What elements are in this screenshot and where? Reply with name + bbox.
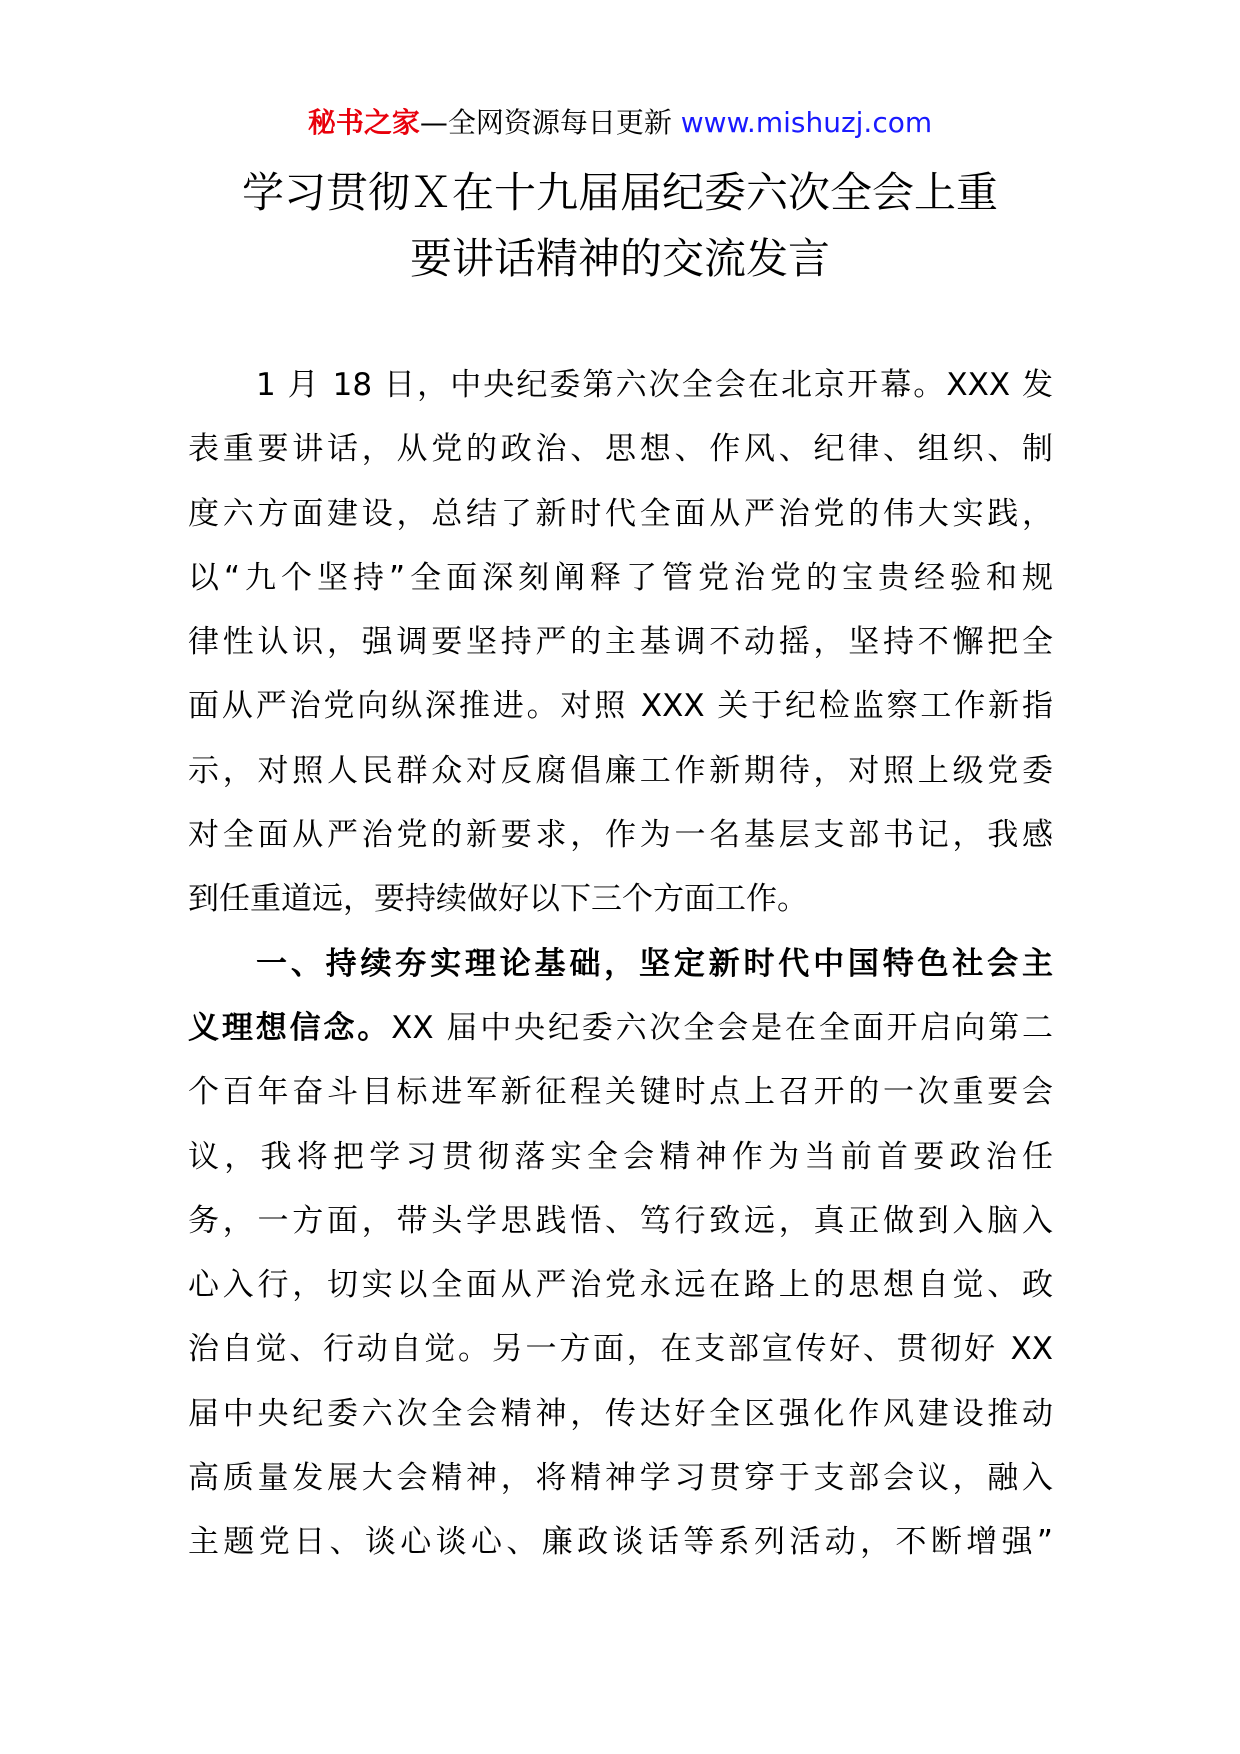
document-title xyxy=(180,160,1060,292)
site-url-link[interactable]: www.mishuzj.com xyxy=(680,106,933,139)
paragraph-line: 届中央纪委六次全会精神，传达好全区强化作风建设推动 xyxy=(188,1395,1053,1432)
title-line-2: 要讲话精神的交流发言 xyxy=(409,234,830,283)
paragraph-line: 个百年奋斗目标进军新征程关键时点上召开的一次重要会 xyxy=(188,1074,1053,1111)
section-heading-cont: 义理想信念。 xyxy=(188,1009,392,1046)
paragraph-line: 度六方面建设，总结了新时代全面从严治党的伟大实践， xyxy=(188,495,1053,532)
site-header xyxy=(0,103,1240,143)
paragraph-line: 治自觉、行动自觉。另一方面，在支部宣传好、贯彻好 XX xyxy=(188,1331,1053,1368)
paragraph-line: 心入行，切实以全面从严治党永远在路上的思想自觉、政 xyxy=(188,1267,1053,1304)
paragraph-line: 1 月 18 日，中央纪委第六次全会在北京开幕。XXX 发 xyxy=(256,367,1053,403)
title-line-1: 学习贯彻Ｘ在十九届届纪委六次全会上重 xyxy=(241,168,998,217)
paragraph-line: 以“九个坚持”全面深刻阐释了管党治党的宝贵经验和规 xyxy=(188,559,1053,596)
paragraph-line: 示，对照人民群众对反腐倡廉工作新期待，对照上级党委 xyxy=(188,752,1053,789)
paragraph-line: 议，我将把学习贯彻落实全会精神作为当前首要政治任 xyxy=(188,1138,1053,1175)
paragraph-line: 表重要讲话，从党的政治、思想、作风、纪律、组织、制 xyxy=(188,431,1053,468)
paragraph-line: 律性认识，强调要坚持严的主基调不动摇，坚持不懈把全 xyxy=(188,624,1053,661)
paragraph-line: 到任重道远，要持续做好以下三个方面工作。 xyxy=(188,881,808,918)
paragraph-line: 主题党日、谈心谈心、廉政谈话等系列活动，不断增强” xyxy=(188,1524,1053,1561)
paragraph-line: 高质量发展大会精神，将精神学习贯穿于支部会议，融入 xyxy=(188,1460,1053,1497)
document-body xyxy=(188,353,1053,1575)
paragraph-text: XX 届中央纪委六次全会是在全面开启向第二 xyxy=(391,1009,1054,1046)
section-heading: 一、持续夯实理论基础，坚定新时代中国特色社会主 xyxy=(256,945,1053,982)
paragraph-line: 务，一方面，带头学思践悟、笃行致远，真正做到入脑入 xyxy=(188,1202,1053,1239)
paragraph-line: 对全面从严治党的新要求，作为一名基层支部书记，我感 xyxy=(188,817,1053,854)
paragraph-line: 面从严治党向纵深推进。对照 XXX 关于纪检监察工作新指 xyxy=(188,688,1053,725)
brand-name: 秘书之家 xyxy=(307,106,420,139)
header-slogan: —全网资源每日更新 xyxy=(419,106,681,139)
paragraph-line xyxy=(188,996,1053,1060)
